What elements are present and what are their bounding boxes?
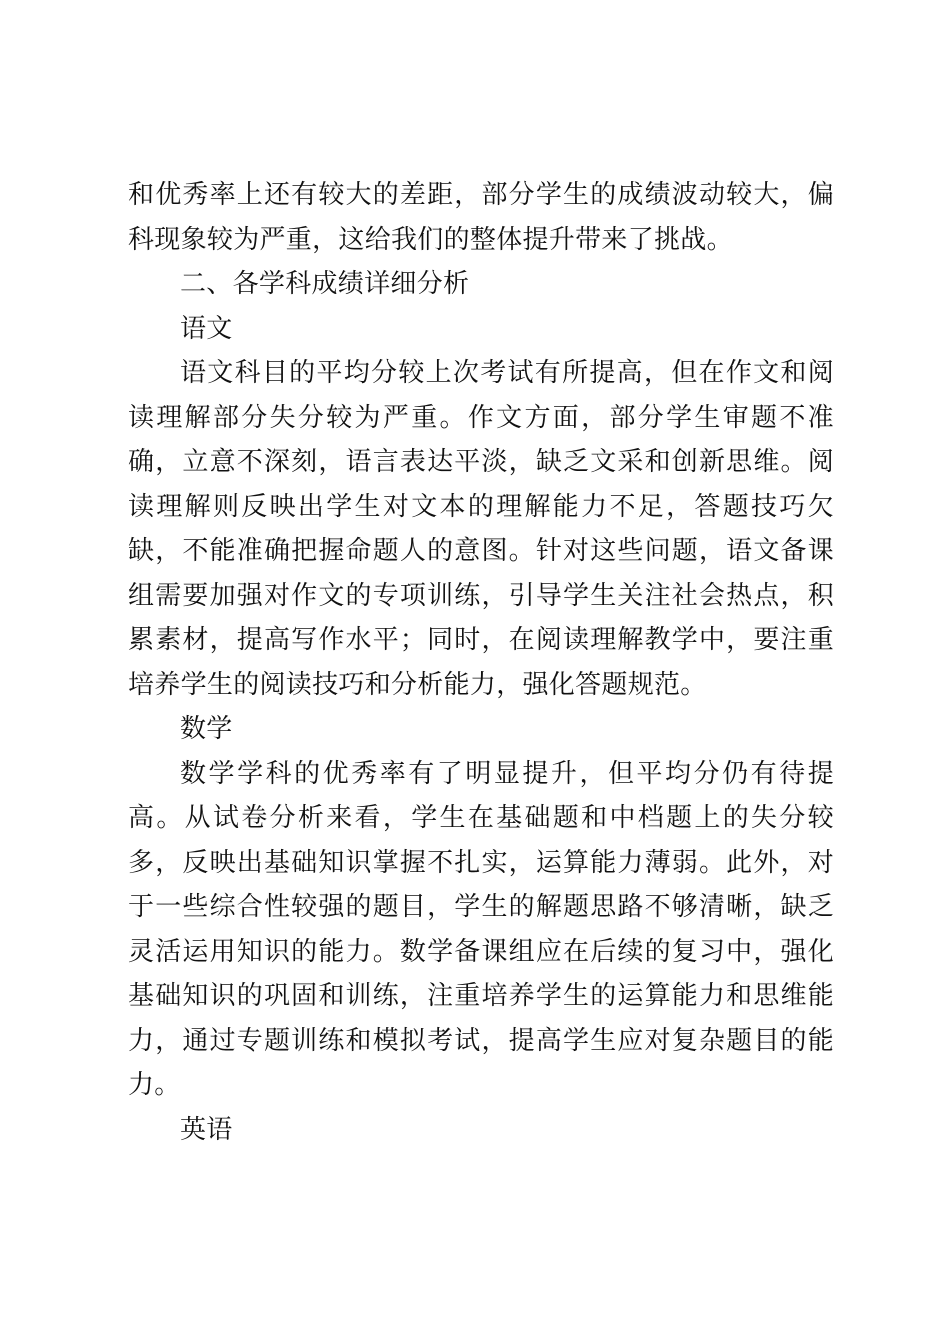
subject-heading-english: 英语 (180, 1114, 233, 1145)
document-body (128, 173, 834, 1152)
subject-heading-math: 数学 (180, 714, 233, 744)
subject-heading-chinese: 语文 (180, 313, 233, 344)
subject-paragraph-chinese: 语文科目的平均分较上次考试有所提高，但在作文和阅读理解部分失分较为严重。作文方面，部分学生审题不准确，立意不深刻，语言表达平淡，缺乏文采和创新思维。阅读理解则反映出学生对文本的理解能力不足，答题技巧欠缺，不能准确把握命题人的意图。针对这些问题，语文备课组需要加强对作文的专项训练，引导学生关注社会热点，积累素材，提高写作水平；同时，在阅读理解教学中，要注重培养学生的阅读技巧和分析能力，强化答题规范。 (128, 358, 834, 700)
subject-paragraph-math: 数学学科的优秀率有了明显提升，但平均分仍有待提高。从试卷分析来看，学生在基础题和中档题上的失分较多，反映出基础知识掌握不扎实，运算能力薄弱。此外，对于一些综合性较强的题目，学生的解题思路不够清晰，缺乏灵活运用知识的能力。数学备课组应在后续的复习中，强化基础知识的巩固和训练，注重培养学生的运算能力和思维能力，通过专题训练和模拟考试，提高学生应对复杂题目的能力。 (128, 758, 834, 1100)
section-heading: 二、各学科成绩详细分析 (180, 269, 470, 299)
continuation-paragraph: 和优秀率上还有较大的差距，部分学生的成绩波动较大，偏科现象较为严重，这给我们的整体提升带来了挑战。 (128, 180, 834, 255)
